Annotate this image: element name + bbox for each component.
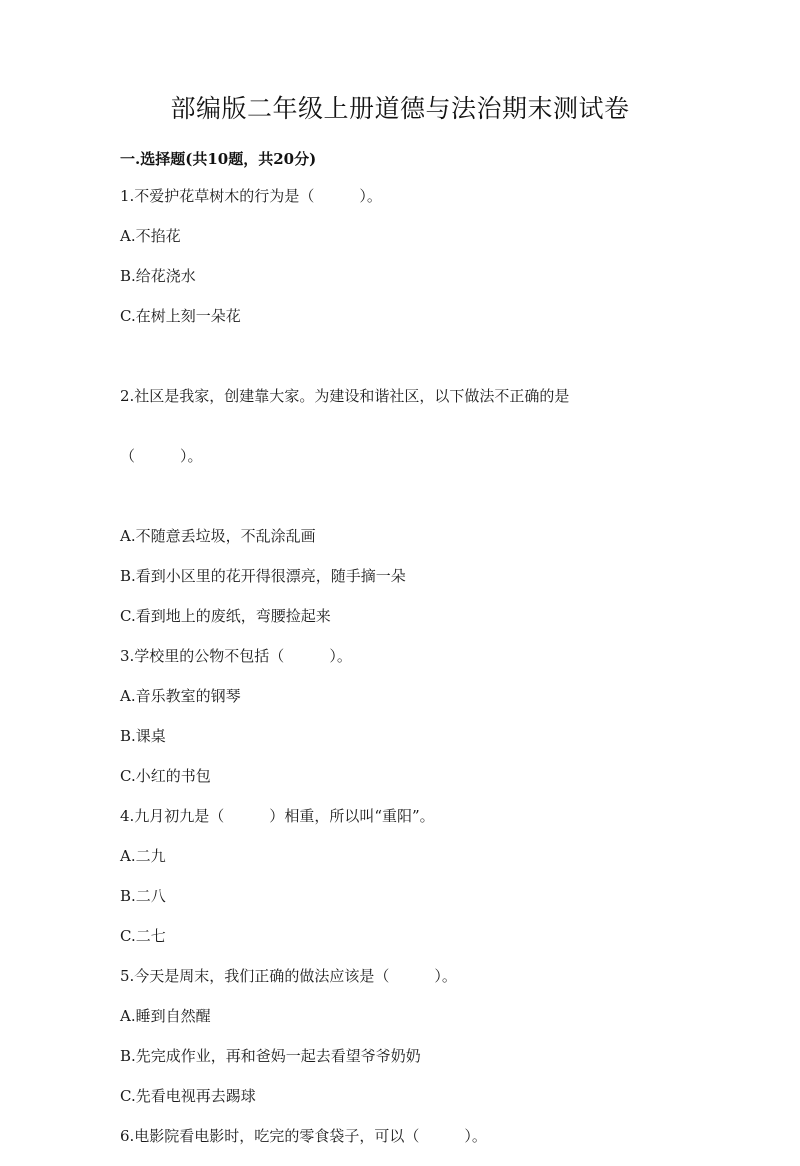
question-4-option-b: B.二八	[120, 887, 166, 905]
question-4-option-a: A.二九	[120, 847, 166, 865]
question-5-option-c: C.先看电视再去踢球	[120, 1087, 256, 1105]
question-3-option-b: B.课桌	[120, 727, 166, 745]
question-5: 5.今天是周末，我们正确的做法应该是（ ）。	[120, 967, 457, 985]
question-2	[120, 346, 680, 506]
question-1-option-c: C.在树上刻一朵花	[120, 307, 241, 325]
page-title: 部编版二年级上册道德与法治期末测试卷	[170, 94, 630, 123]
question-2-option-c: C.看到地上的废纸，弯腰捡起来	[120, 607, 331, 625]
question-2-line-1: 2.社区是我家，创建靠大家。为建设和谐社区，以下做法不正确的是	[120, 387, 570, 405]
question-4: 4.九月初九是（ ）相重，所以叫“重阳”。	[120, 807, 435, 825]
question-3-option-c: C.小红的书包	[120, 767, 211, 785]
question-3: 3.学校里的公物不包括（ ）。	[120, 647, 352, 665]
question-5-option-a: A.睡到自然醒	[120, 1007, 211, 1025]
question-list	[120, 186, 680, 1166]
section-heading: 一.选择题(共10题，共20分)	[120, 150, 317, 168]
question-4-option-c: C.二七	[120, 927, 166, 945]
question-1-option-b: B.给花浇水	[120, 267, 196, 285]
question-2-option-b: B.看到小区里的花开得很漂亮，随手摘一朵	[120, 567, 406, 585]
question-3-option-a: A.音乐教室的钢琴	[120, 687, 241, 705]
question-6: 6.电影院看电影时，吃完的零食袋子，可以（ ）。	[120, 1127, 487, 1145]
question-2-option-a: A.不随意丢垃圾，不乱涂乱画	[120, 527, 316, 545]
question-1: 1.不爱护花草树木的行为是（ ）。	[120, 187, 382, 205]
question-5-option-b: B.先完成作业，再和爸妈一起去看望爷爷奶奶	[120, 1047, 421, 1065]
question-1-option-a: A.不掐花	[120, 227, 181, 245]
question-2-line-2: （ ）。	[120, 447, 203, 465]
